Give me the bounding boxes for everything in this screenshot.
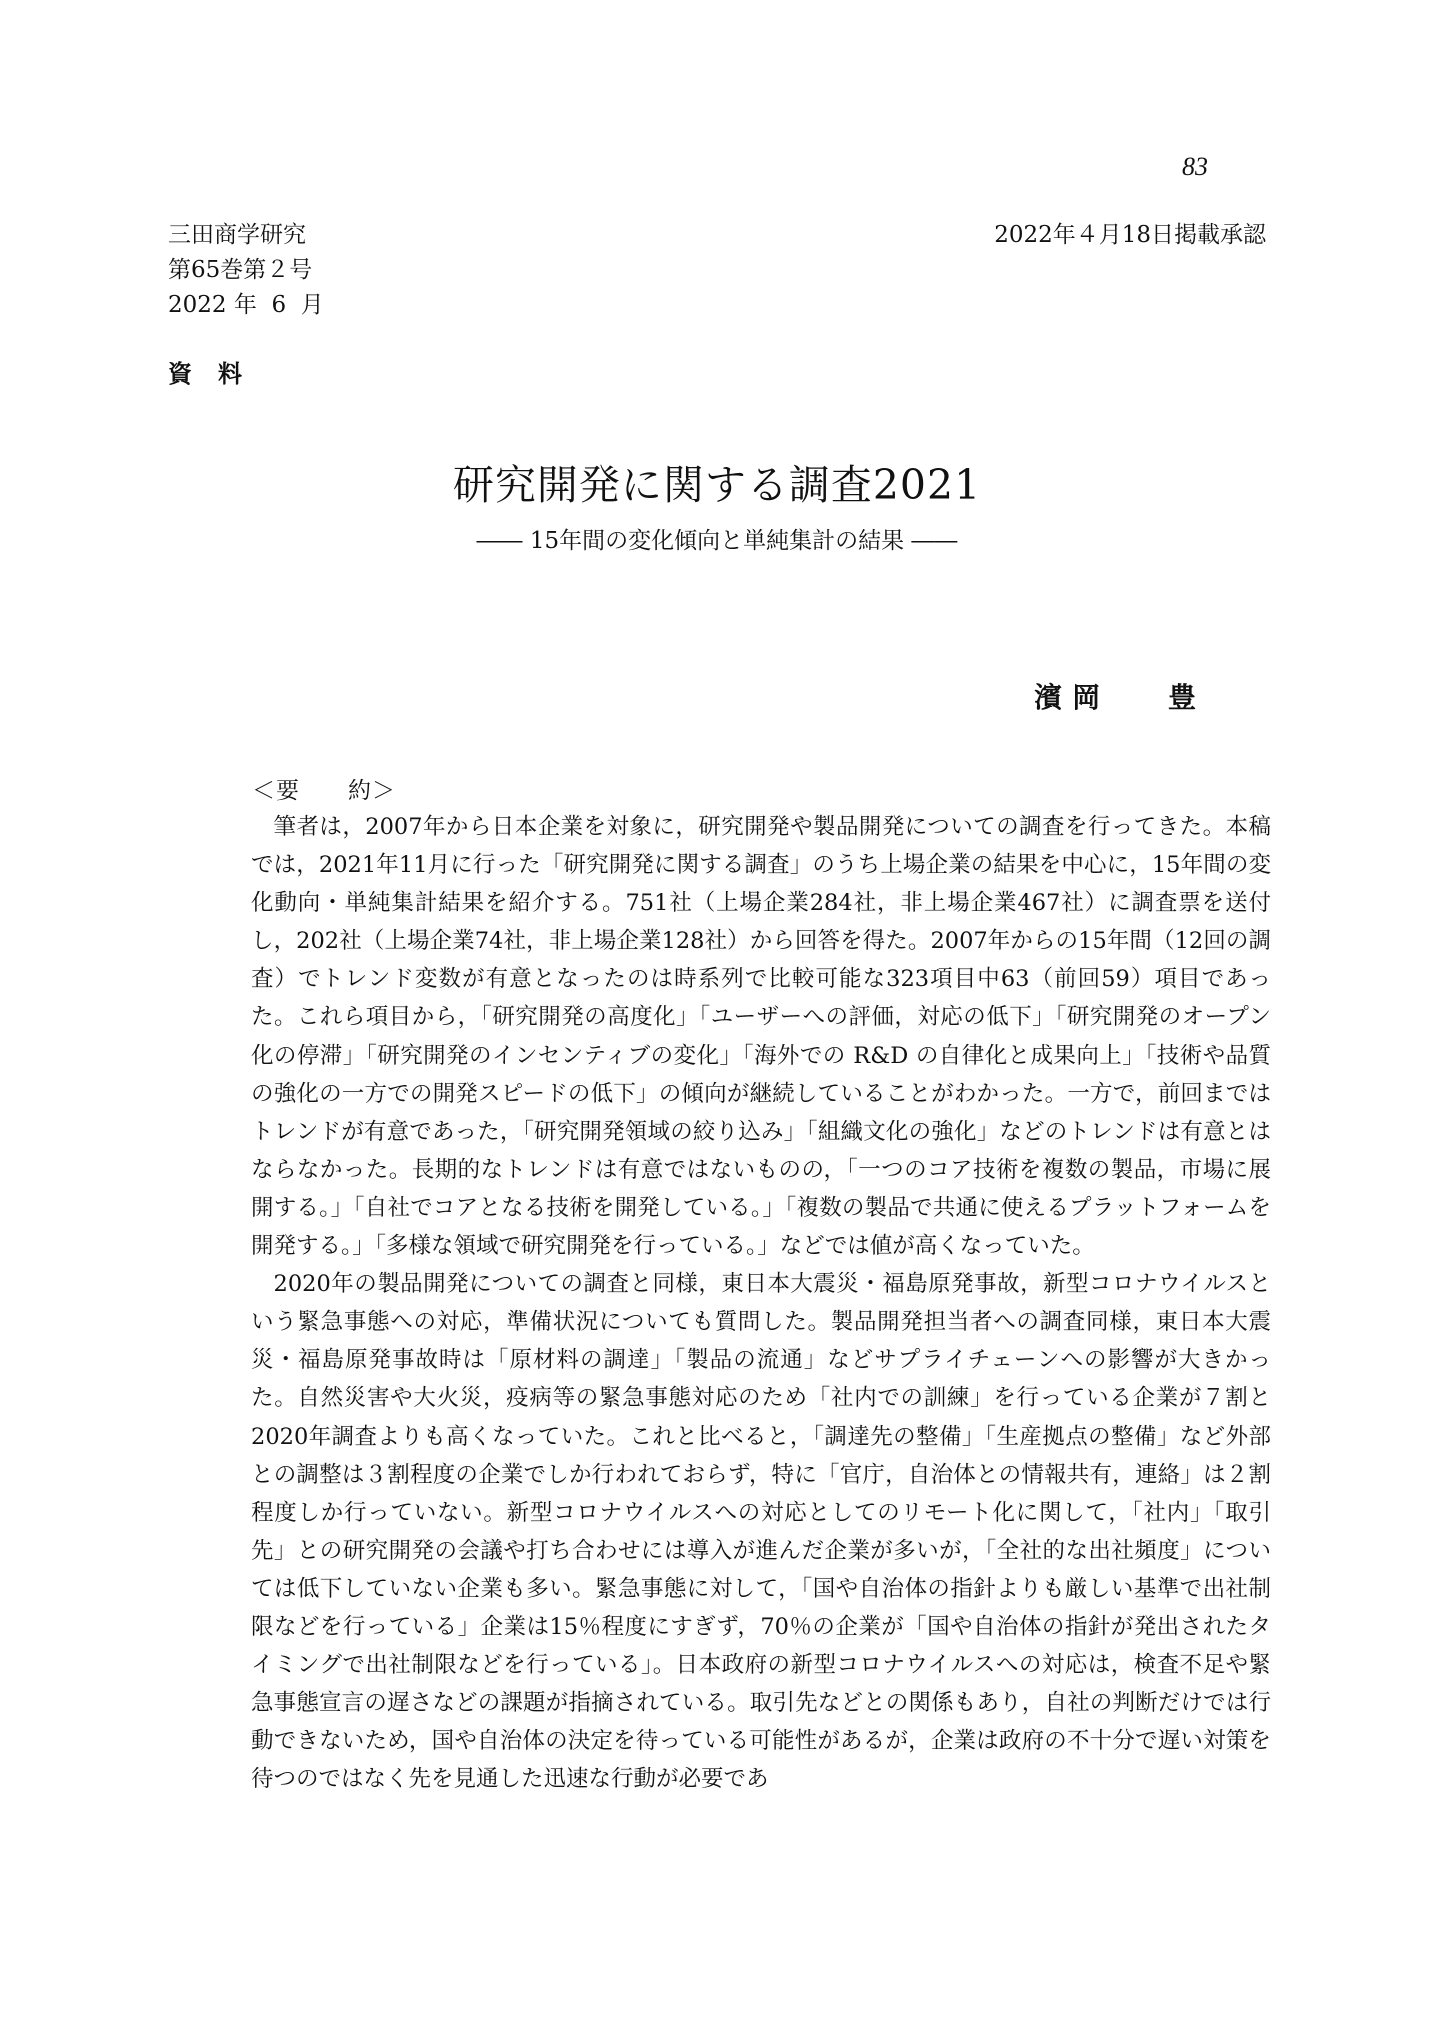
section-label: 資料: [168, 359, 268, 388]
page-number: 83: [1182, 152, 1208, 181]
abstract-paragraph: 筆者は，2007年から日本企業を対象に，研究開発や製品開発についての調査を行ってきた。本稿では，2021年11月に行った「研究開発に関する調査」のうち上場企業の結果を中心に，15年間の変化動向・単純集計結果を紹介する。751社（上場企業284社，非上場企業467社）に調査票を送付し，202社（上場企業74社，非上場企業128社）から回答を得た。2007年からの15年間（12回の調査）でトレンド変数が有意となったのは時系列で比較可能な323項目中63（前回59）項目であった。これら項目から，「研究開発の高度化」「ユーザーへの評価，対応の低下」「研究開発のオープン化の停滞」「研究開発のインセンティブの変化」「海外での R&D の自律化と成果向上」「技術や品質の強化の一方での開発スピードの低下」の傾向が継続していることがわかった。一方で，前回まではトレンドが有意であった，「研究開発領域の絞り込み」「組織文化の強化」などのトレンドは有意とはならなかった。長期的なトレンドは有意ではないものの，「一つのコア技術を複数の製品，市場に展開する。」「自社でコアとなる技術を開発している。」「複数の製品で共通に使えるプラットフォームを開発する。」「多様な領域で研究開発を行っている。」などでは値が高くなっていた。: [251, 814, 1271, 1260]
paper-subtitle: ―― 15年間の変化傾向と単純集計の結果 ――: [476, 528, 958, 554]
journal-info: [168, 218, 324, 323]
approval-note: 2022年４月18日掲載承認: [994, 222, 1266, 248]
journal-date: 2022 年 6 月: [168, 292, 324, 318]
journal-volume-issue: 第65巻第２号: [168, 257, 313, 283]
author-name: 濱岡 豊: [1034, 681, 1206, 714]
abstract-paragraph: 2020年の製品開発についての調査と同様，東日本大震災・福島原発事故，新型コロナウイルスという緊急事態への対応，準備状況についても質問した。製品開発担当者への調査同様，東日本大震災・福島原発事故時は「原材料の調達」「製品の流通」などサプライチェーンへの影響が大きかった。自然災害や大火災，疫病等の緊急事態対応のため「社内での訓練」を行っている企業が７割と2020年調査よりも高くなっていた。これと比べると，「調達先の整備」「生産拠点の整備」など外部との調整は３割程度の企業でしか行われておらず，特に「官庁，自治体との情報共有，連絡」は２割程度しか行っていない。新型コロナウイルスへの対応としてのリモート化に関して，「社内」「取引先」との研究開発の会議や打ち合わせには導入が進んだ企業が多いが，「全社的な出社頻度」については低下していない企業も多い。緊急事態に対して，「国や自治体の指針よりも厳しい基準で出社制限などを行っている」企業は15％程度にすぎず，70％の企業が「国や自治体の指針が発出されたタイミングで出社制限などを行っている」。日本政府の新型コロナウイルスへの対応は，検査不足や緊急事態宣言の遅さなどの課題が指摘されている。取引先などとの関係もあり，自社の判断だけでは行動できないため，国や自治体の決定を待っている可能性があるが，企業は政府の不十分で遅い対策を待つのではなく先を見通した迅速な行動が必要であ: [251, 1271, 1271, 1793]
abstract-heading: ＜要 約＞: [252, 778, 396, 804]
abstract-body: [251, 808, 1271, 1798]
paper-title: 研究開発に関する調査2021: [452, 461, 982, 509]
journal-name: 三田商学研究: [168, 222, 306, 248]
